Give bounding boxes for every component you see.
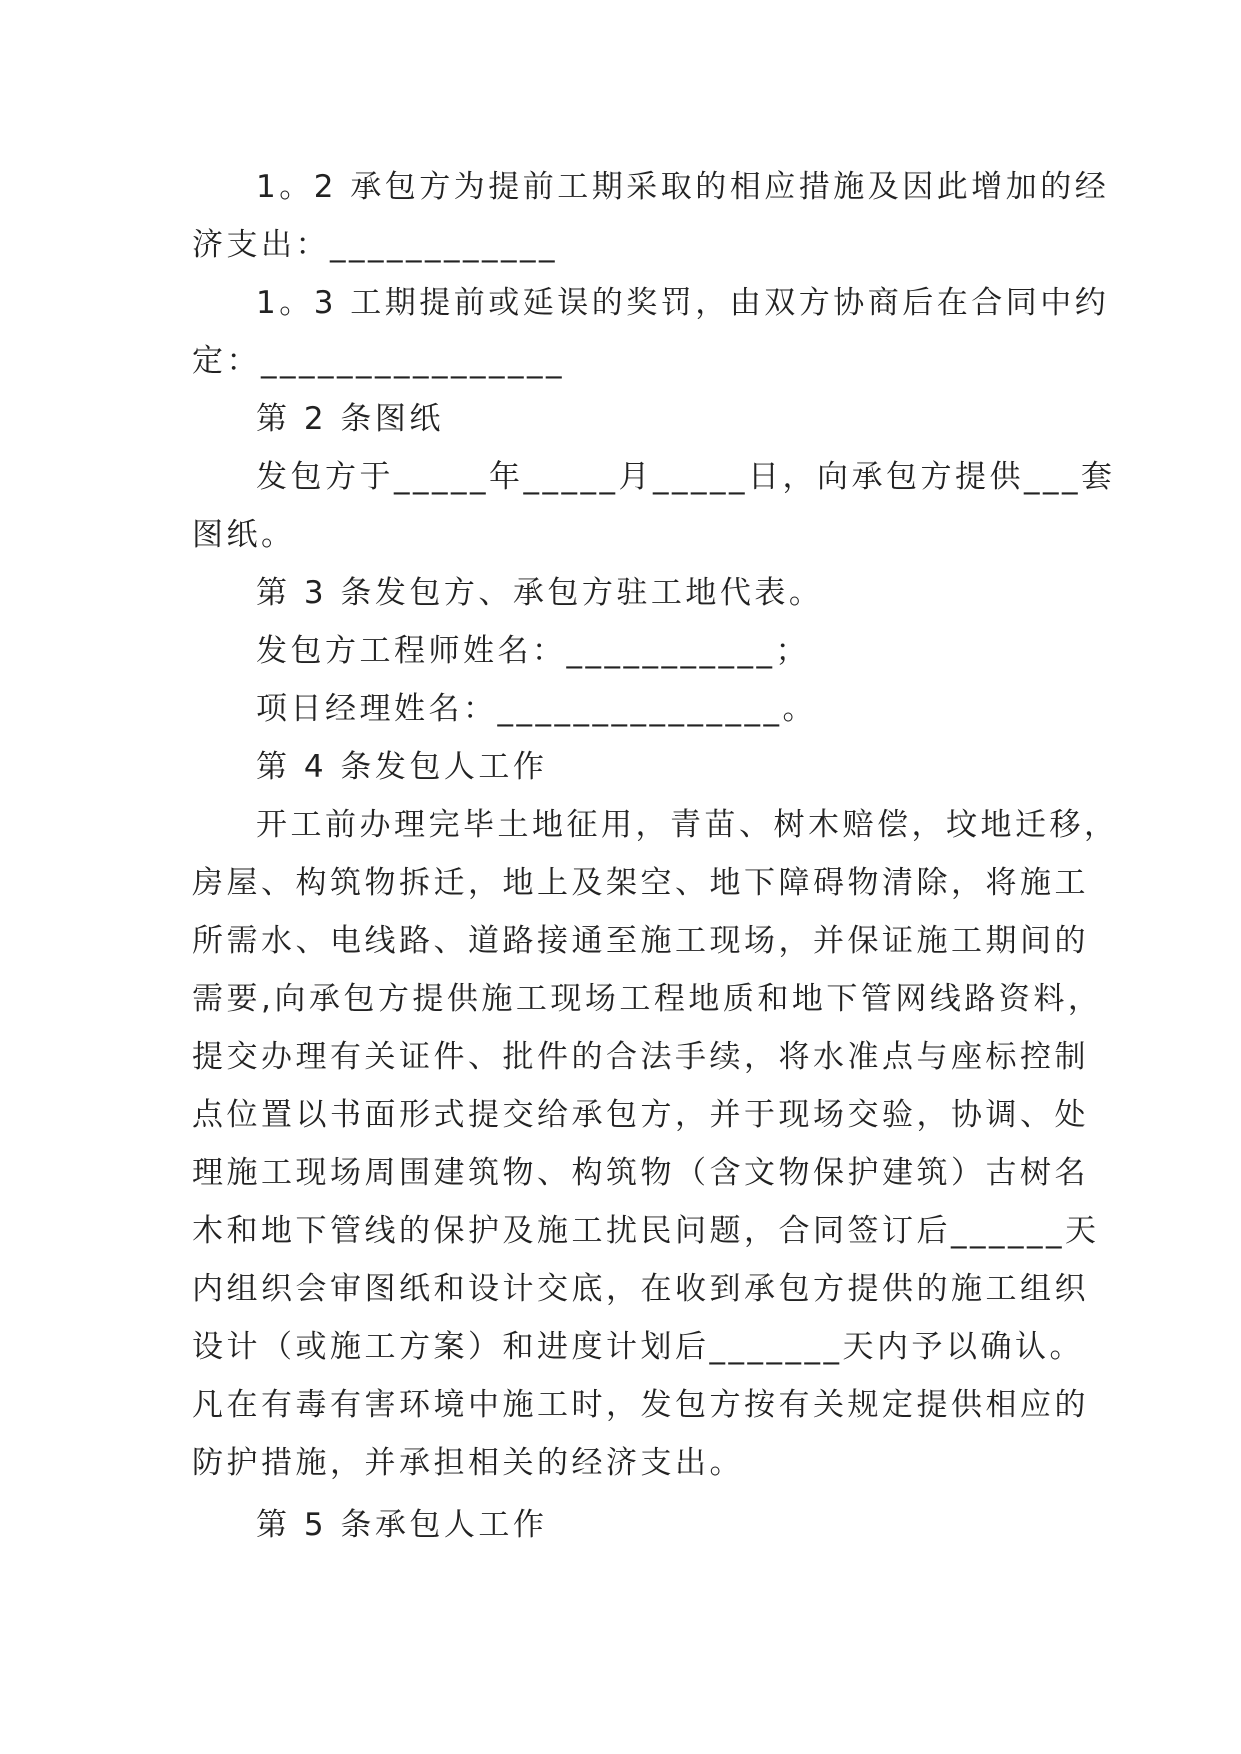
text-line: 理施工现场周围建筑物、构筑物（含文物保护建筑）古树名 [192,1155,1089,1191]
text-line: 房屋、构筑物拆迁，地上及架空、地下障碍物清除，将施工 [192,865,1089,901]
text-line: 发包方于_____年_____月_____日，向承包方提供___套 [256,459,1116,495]
section-heading-4: 第 4 条发包人工作 [256,749,548,785]
section-heading-5: 第 5 条承包人工作 [256,1507,548,1543]
text-line: 定：________________ [192,343,565,379]
text-line: 济支出：____________ [192,227,558,263]
text-line: 图纸。 [192,517,296,553]
text-line: 内组织会审图纸和设计交底，在收到承包方提供的施工组织 [192,1271,1089,1307]
text-line: 需要,向承包方提供施工现场工程地质和地下管网线路资料， [192,981,1103,1017]
text-line: 木和地下管线的保护及施工扰民问题，合同签订后______天 [192,1213,1100,1249]
text-line: 设计（或施工方案）和进度计划后_______天内予以确认。 [192,1329,1084,1365]
document-page [192,158,1119,1554]
text-line: 1。2 承包方为提前工期采取的相应措施及因此增加的经 [256,169,1110,205]
text-line: 提交办理有关证件、批件的合法手续，将水准点与座标控制 [192,1039,1089,1075]
text-line: 防护措施，并承担相关的经济支出。 [192,1445,744,1481]
section-heading-3: 第 3 条发包方、承包方驻工地代表。 [256,575,824,611]
text-line: 项日经理姓名：_______________。 [256,691,817,727]
text-line: 发包方工程师姓名：___________； [256,633,810,669]
text-line: 所需水、电线路、道路接通至施工现场，并保证施工期间的 [192,923,1089,959]
text-line: 点位置以书面形式提交给承包方，并于现场交验，协调、处 [192,1097,1089,1133]
section-heading-2: 第 2 条图纸 [256,401,444,437]
text-line: 凡在有毒有害环境中施工时，发包方按有关规定提供相应的 [192,1387,1089,1423]
text-line: 1。3 工期提前或延误的奖罚，由双方协商后在合同中约 [256,285,1110,321]
text-line: 开工前办理完毕土地征用，青苗、树木赔偿，坟地迁移， [256,807,1119,843]
